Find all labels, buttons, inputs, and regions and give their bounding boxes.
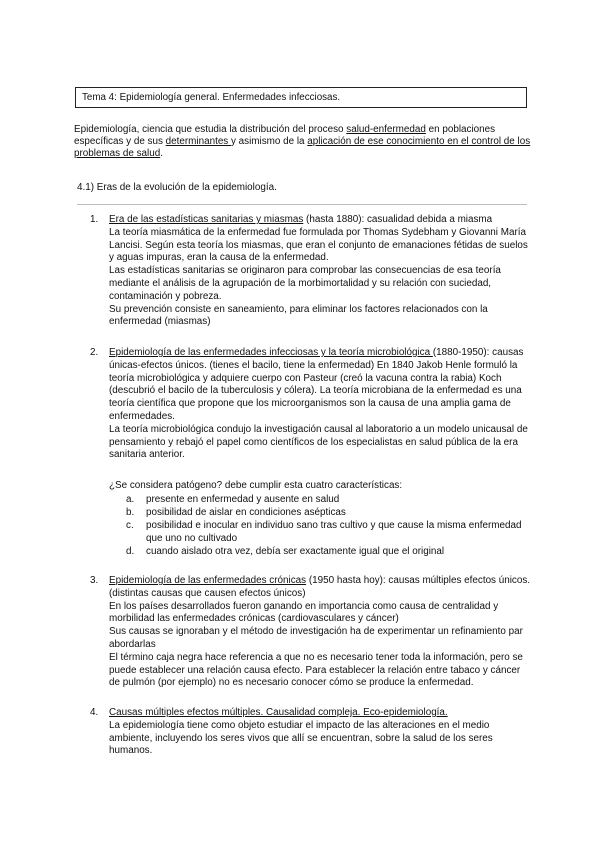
era-heading-rest-1: (hasta 1880): casualidad debida a miasma — [303, 214, 493, 225]
era-paragraph: Su prevención consiste en saneamiento, para eliminar los factores relacionados con la enfermedad (miasmas) — [109, 303, 488, 328]
era-paragraph: La teoría microbiológica condujo la investigación causal al laboratorio a un modelo unicausal de pensamiento y rebajó el papel como científicos de los especialistas en salud pública de la era sanitaria anterior. — [109, 423, 528, 461]
intro-term-determinantes: determinantes — [165, 136, 231, 148]
item-number-1: 1. — [90, 214, 99, 225]
intro-paragraph — [74, 124, 534, 161]
intro-text-4: . — [160, 148, 163, 160]
era-heading-4: Causas múltiples efectos múltiples. Causalidad compleja. Eco-epidemiología. — [109, 707, 448, 718]
item-number-4: 4. — [90, 707, 99, 718]
era-heading-rest-3: (1950 hasta hoy): causas múltiples efectos únicos. (distintas causas que causen efectos únicos) — [109, 575, 531, 599]
pathogen-question: ¿Se considera patógeno? debe cumplir esta cuatro características: — [109, 480, 403, 491]
era-item-4 — [109, 707, 531, 758]
era-paragraph: La teoría miasmática de la enfermedad fue formulada por Thomas Sydebham y Giovanni María Lancisi. Según esta teoría los miasmas, que eran el conjunto de emanaciones fétidas de suelos y aguas impuras, eran la causa de la enfermedad. — [109, 226, 528, 264]
section-divider — [77, 204, 527, 205]
criteria-text: posibilidad de aislar en condiciones asépticas — [146, 507, 346, 518]
topic-title-box — [75, 87, 527, 108]
intro-text-3: y asimismo de la — [231, 136, 308, 148]
era-paragraph: El término caja negra hace referencia a que no es necesario tener toda la información, pero se puede establecer una relación causa efecto. Para establecer la relación entre tabaco y cáncer de pulmón (por ejemplo) no es necesario conocer cómo se produce la enfermedad. — [109, 651, 523, 689]
item-number-3: 3. — [90, 575, 99, 586]
intro-text-1: Epidemiología, ciencia que estudia la distribución del proceso — [74, 124, 347, 135]
era-paragraph: En los países desarrollados fueron ganando en importancia como causa de centralidad y morbilidad las enfermedades crónicas (cardiovasculares y cáncer) — [109, 600, 499, 625]
era-heading-1: Era de las estadísticas sanitarias y miasmas — [109, 214, 304, 225]
era-paragraph: La epidemiología tiene como objeto estudiar el impacto de las alteraciones en el medio ambiente, incluyendo los seres vivos que allí se encuentran, sobre la salud de los seres humanos. — [109, 719, 493, 757]
criteria-letter: d. — [126, 546, 135, 557]
intro-text-2: en poblaciones específicas y de sus — [74, 124, 496, 148]
item-number-2: 2. — [90, 347, 99, 358]
era-item-2 — [109, 347, 531, 462]
criteria-text: presente en enfermedad y ausente en salud — [146, 494, 340, 505]
era-item-3 — [109, 575, 531, 690]
era-paragraph: Las estadísticas sanitarias se originaron para comprobar las consecuencias de esa teoría mediante el análisis de la agrupación de la morbimortalidad y su relación con suciedad, contaminación y pobreza. — [109, 265, 501, 302]
criteria-letter: c. — [126, 520, 134, 531]
section-heading: 4.1) Eras de la evolución de la epidemiología. — [77, 182, 277, 193]
era-heading-3: Epidemiología de las enfermedades crónicas — [109, 575, 307, 586]
intro-term-salud-enfermedad: salud-enfermedad — [346, 124, 426, 135]
intro-term-aplicacion: aplicación de ese conocimiento en el control de los problemas de salud — [74, 136, 531, 160]
era-paragraph: Sus causas se ignoraban y el método de investigación ha de experimentar un refinamiento par abordarlas — [109, 626, 523, 650]
era-heading-rest-2: (1880-1950): causas únicas-efectos únicos. (tienes el bacilo, tiene la enfermedad) En 1840 Jakob Henle formuló la teoría microbiológica y adquiere cuerpo con Pasteur (creó la vacuna contra la rabia) Koch (descubrió el bacilo de la tuberculosis y cólera). La teoría microbiana de la enfermedad es una teoría científica que propone que los microorganismos son la causa de una amplia gama de enfermedades. — [109, 347, 524, 422]
era-item-1 — [109, 214, 531, 329]
criteria-text: posibilidad e inocular en individuo sano tras cultivo y que cause la misma enfermedad que uno no cultivado — [146, 520, 522, 544]
criteria-letter: a. — [126, 494, 135, 505]
criteria-letter: b. — [126, 507, 135, 518]
era-heading-2: Epidemiología de las enfermedades infecciosas y la teoría microbiológica — [109, 347, 433, 358]
criteria-text: cuando aislado otra vez, debía ser exactamente igual que el original — [146, 546, 445, 557]
topic-title: Tema 4: Epidemiología general. Enfermedades infecciosas. — [82, 92, 341, 103]
